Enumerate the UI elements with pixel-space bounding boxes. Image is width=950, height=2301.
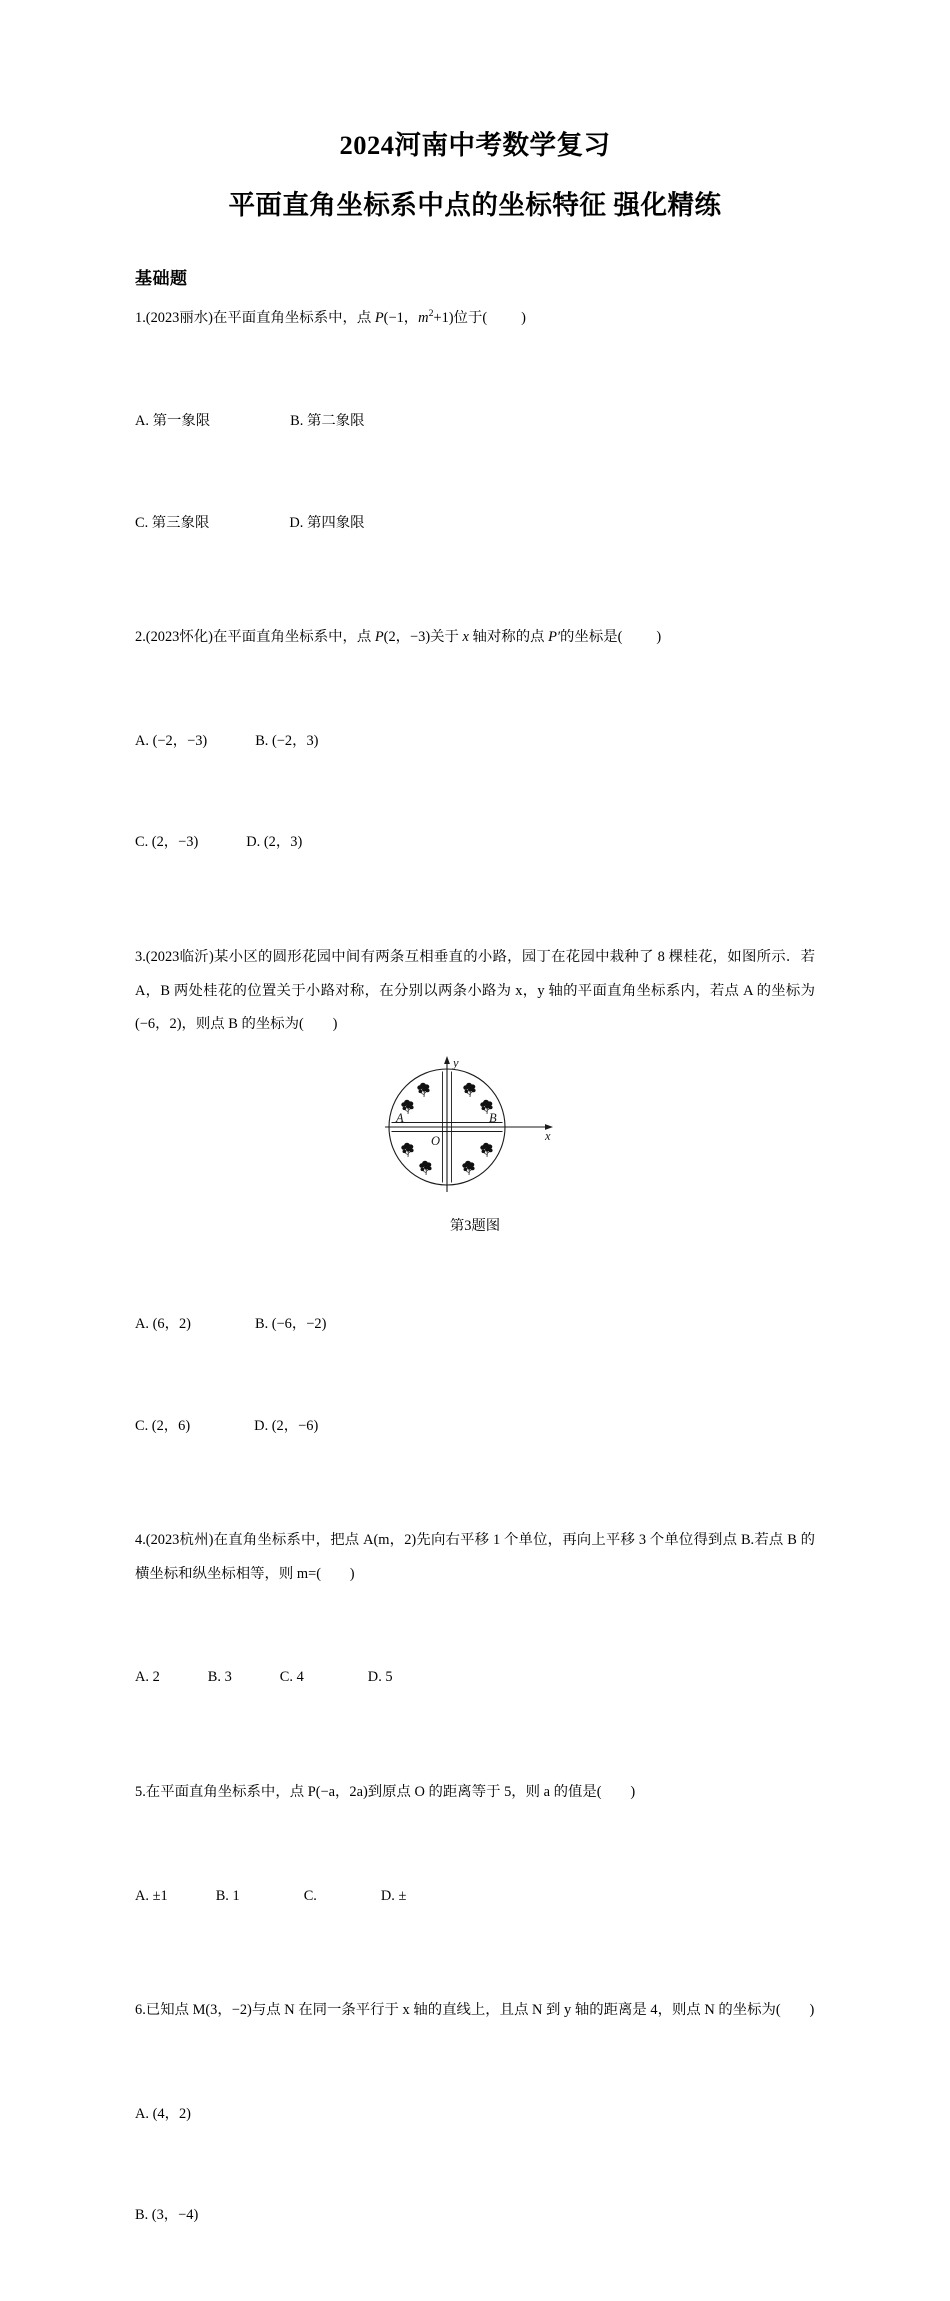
question-2-option-c[interactable]: C. (2，−3) bbox=[135, 834, 199, 851]
question-2-option-a[interactable]: A. (−2，−3) bbox=[135, 732, 208, 749]
question-3-options bbox=[135, 1238, 815, 1511]
question-2-var-p: P bbox=[374, 629, 384, 646]
question-3-number: 3. bbox=[135, 948, 146, 965]
flower-cluster-q2-outer bbox=[417, 1083, 429, 1097]
question-3-options-row-1 bbox=[135, 1308, 815, 1342]
question-5-option-a[interactable]: A. ±1 bbox=[135, 1887, 168, 1904]
question-2-text-e: ) bbox=[656, 629, 662, 646]
question-4-option-d[interactable]: D. 5 bbox=[367, 1669, 393, 1686]
question-3-options-row-2 bbox=[135, 1410, 815, 1444]
question-1-var-p: P bbox=[374, 309, 384, 326]
origin-label: O bbox=[431, 1134, 441, 1149]
question-3-source: (2023临沂) bbox=[145, 948, 214, 965]
question-6-options bbox=[135, 2028, 815, 2301]
question-2-var-p-prime: P′ bbox=[548, 629, 561, 646]
question-6-options-row-2 bbox=[135, 2199, 815, 2233]
question-6-text: 已知点 M(3，−2)与点 N 在同一条平行于 x 轴的直线上，且点 N 到 y 轴的距离是 4，则点 N 的坐标为( ) bbox=[145, 2002, 815, 2019]
question-5-options-row-1 bbox=[135, 1880, 815, 1914]
question-6-option-a[interactable]: A. (4，2) bbox=[135, 2105, 191, 2122]
question-1-text-d: ) bbox=[521, 309, 526, 326]
question-3-stem bbox=[135, 928, 815, 1043]
question-3-option-a[interactable]: A. (6，2) bbox=[135, 1316, 191, 1333]
page-title-sub: 平面直角坐标系中点的坐标特征 强化精练 bbox=[228, 189, 722, 220]
question-6-stem bbox=[135, 1981, 815, 2028]
question-3-option-b[interactable]: B. (−6，−2) bbox=[254, 1316, 327, 1333]
question-6-options-row-1 bbox=[135, 2098, 815, 2132]
question-2-option-d[interactable]: D. (2，3) bbox=[246, 834, 303, 851]
question-5-options bbox=[135, 1810, 815, 1981]
question-4-text: 在直角坐标系中，把点 A(m，2)先向右平移 1 个单位，再向上平移 3 个单位得到点 B.若点 B 的横坐标和纵坐标相等，则 m=( ) bbox=[135, 1532, 815, 1582]
question-2-options bbox=[135, 655, 815, 928]
question-3-text: 某小区的圆形花园中间有两条互相垂直的小路，园丁在花园中栽种了 8 棵桂花，如图所示．若 A，B 两处桂花的位置关于小路对称，在分别以两条小路为 x，y 轴的平面直角坐标系内，若点 A 的坐标为(−6，2)，则点 B 的坐标为( ) bbox=[135, 948, 815, 1033]
question-2-stem bbox=[135, 608, 815, 655]
question-4-option-b[interactable]: B. 3 bbox=[207, 1669, 232, 1686]
question-6-option-b[interactable]: B. (3，−4) bbox=[135, 2207, 199, 2224]
question-4-options bbox=[135, 1592, 815, 1763]
question-3-figure bbox=[135, 1042, 815, 1207]
question-2-options-row-2 bbox=[135, 826, 815, 860]
flower-cluster-q1-inner bbox=[463, 1083, 475, 1097]
question-1-options-row-2 bbox=[135, 507, 815, 541]
flower-cluster-q3-inner bbox=[401, 1143, 413, 1157]
question-1-options-row-1 bbox=[135, 405, 815, 439]
question-1-options bbox=[135, 335, 815, 608]
circular-garden-diagram bbox=[377, 1052, 573, 1202]
section-heading-basics: 基础题 bbox=[135, 268, 188, 289]
question-1-source: (2023丽水) bbox=[145, 309, 213, 326]
question-1-exponent: 2 bbox=[428, 307, 434, 319]
y-axis-arrowhead bbox=[444, 1056, 450, 1064]
question-2-text-b: (2，−3)关于 bbox=[383, 629, 463, 646]
question-2-option-b[interactable]: B. (−2，3) bbox=[255, 732, 319, 749]
question-1-text-c: +1)位于( bbox=[433, 309, 488, 326]
point-a-label: A bbox=[396, 1111, 404, 1126]
question-1-number: 1. bbox=[135, 309, 146, 326]
point-b-label: B bbox=[489, 1111, 497, 1126]
question-5-number: 5. bbox=[135, 1784, 146, 1801]
page-title-main: 2024河南中考数学复习 bbox=[339, 130, 611, 160]
question-1-option-d[interactable]: D. 第四象限 bbox=[289, 514, 365, 531]
question-6-number: 6. bbox=[135, 2002, 146, 2019]
question-4-option-a[interactable]: A. 2 bbox=[135, 1669, 160, 1686]
question-2-number: 2. bbox=[135, 629, 146, 646]
question-4-option-c[interactable]: C. 4 bbox=[279, 1669, 304, 1686]
question-2-options-row-1 bbox=[135, 725, 815, 759]
question-5-option-b[interactable]: B. 1 bbox=[215, 1887, 240, 1904]
flower-cluster-q4-outer bbox=[462, 1161, 474, 1175]
question-4-options-row-1 bbox=[135, 1661, 815, 1695]
x-axis-label: x bbox=[545, 1129, 551, 1144]
question-5-text: 在平面直角坐标系中，点 P(−a，2a)到原点 O 的距离等于 5，则 a 的值是( ) bbox=[145, 1784, 636, 1801]
question-4-stem bbox=[135, 1511, 815, 1592]
question-4-number: 4. bbox=[135, 1532, 146, 1549]
question-5-option-c[interactable]: C. bbox=[303, 1887, 317, 1904]
question-2-text-c: 轴对称的点 bbox=[468, 629, 549, 646]
question-2-text-a: 在平面直角坐标系中，点 bbox=[212, 629, 375, 646]
question-5-option-d[interactable]: D. ± bbox=[380, 1887, 407, 1904]
question-1-option-b[interactable]: B. 第二象限 bbox=[290, 413, 365, 430]
question-1-text-a: 在平面直角坐标系中，点 bbox=[212, 309, 375, 326]
question-3-option-d[interactable]: D. (2，−6) bbox=[254, 1417, 319, 1434]
question-1-text-b: (−1， bbox=[383, 309, 419, 326]
question-1-option-c[interactable]: C. 第三象限 bbox=[135, 514, 210, 531]
question-3-figure-caption: 第3题图 bbox=[449, 1218, 501, 1235]
flower-cluster-q3-outer bbox=[419, 1161, 431, 1175]
question-3-option-c[interactable]: C. (2，6) bbox=[135, 1417, 191, 1434]
question-1-option-a[interactable]: A. 第一象限 bbox=[135, 413, 211, 430]
y-axis-label: y bbox=[453, 1056, 459, 1071]
question-2-var-x: x bbox=[462, 629, 469, 646]
question-1-var-m: m bbox=[418, 309, 429, 326]
question-2-text-d: 的坐标是( bbox=[560, 629, 623, 646]
question-2-source: (2023怀化) bbox=[145, 629, 213, 646]
question-5-stem bbox=[135, 1763, 815, 1810]
question-4-source: (2023杭州) bbox=[145, 1532, 214, 1549]
flower-cluster-q4-inner bbox=[480, 1143, 492, 1157]
question-1-stem bbox=[135, 289, 815, 336]
